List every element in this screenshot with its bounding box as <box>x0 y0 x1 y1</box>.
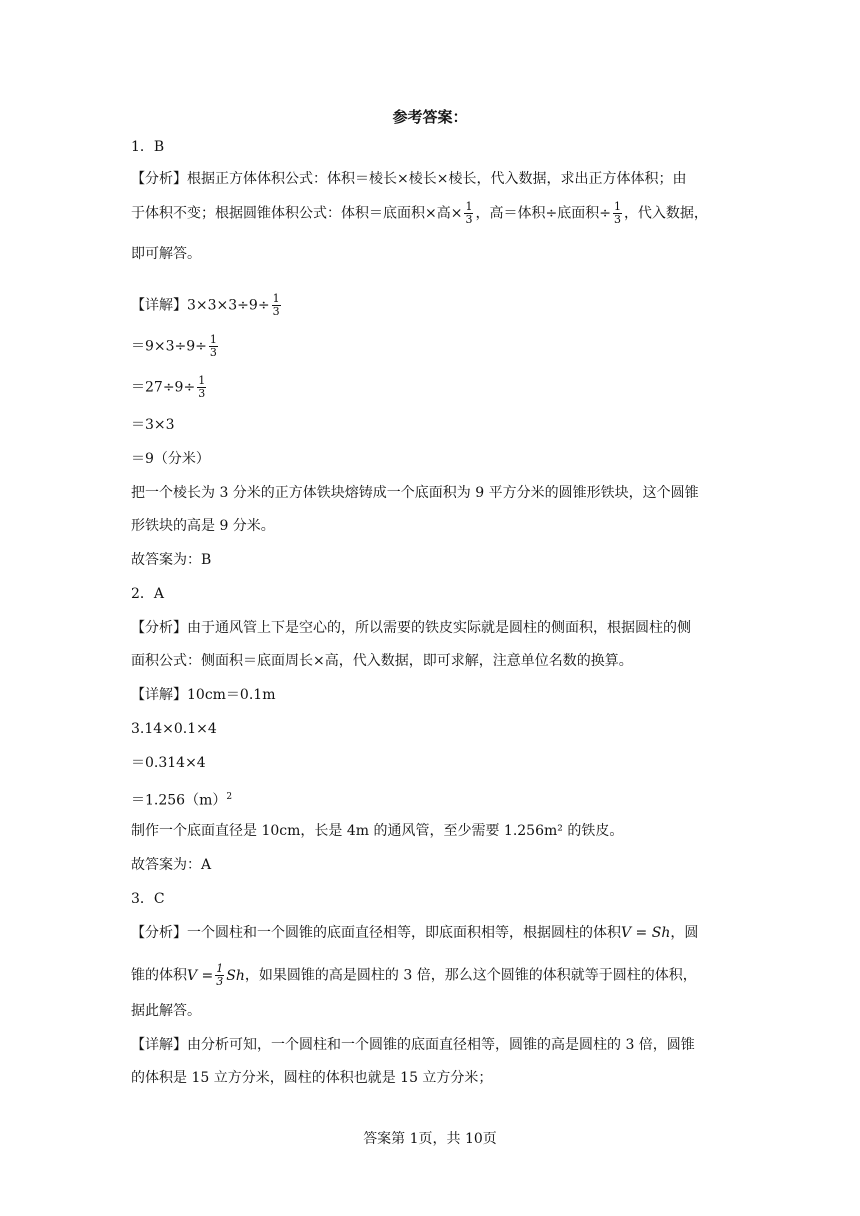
cylinder-volume-formula: V = Sh <box>621 925 671 941</box>
fraction-one-third: $\frac{1}{3}$ <box>613 200 621 226</box>
q1-analysis-line1: 【分析】根据正方体体积公式：体积＝棱长×棱长×棱长，代入数据，求出正方体体积；由 <box>131 171 687 187</box>
q1-answer: 故答案为：B <box>131 552 212 568</box>
q1-analysis-line2: 于体积不变；根据圆锥体积公式：体积＝底面积×高× $\frac{1}{3}$ ，高＝体积÷底面积÷ $\frac{1}{3}$ ，代入数据， <box>131 200 708 226</box>
q3-analysis-line3: 据此解答。 <box>131 1003 201 1019</box>
q2-step1: 3.14×0.1×4 <box>131 721 217 737</box>
page-footer: 答案第 1页，共 10页 <box>363 1131 497 1147</box>
q2-answer: 故答案为：A <box>131 857 212 873</box>
q1-detail-line1: 【详解】3×3×3÷9÷ $\frac{1}{3}$ <box>131 292 280 318</box>
q2-detail-line1: 【详解】10cm＝0.1m <box>131 687 276 703</box>
fraction-one-third: $\frac{1}{3}$ <box>272 292 280 318</box>
q1-conclusion-line1: 把一个棱长为 3 分米的正方体铁块熔铸成一个底面积为 9 平方分米的圆锥形铁块，这个圆锥 <box>131 485 699 501</box>
page-title: 参考答案： <box>392 108 468 126</box>
q2-analysis-line1: 【分析】由于通风管上下是空心的，所以需要的铁皮实际就是圆柱的侧面积，根据圆柱的侧 <box>131 620 691 636</box>
fraction-one-third: $\frac{1}{3}$ <box>198 374 206 400</box>
q3-analysis-line1: 【分析】一个圆柱和一个圆锥的底面直径相等，即底面积相等，根据圆柱的体积V = Sh，圆 <box>131 925 699 941</box>
q3-detail-line1: 【详解】由分析可知，一个圆柱和一个圆锥的底面直径相等，圆锥的高是圆柱的 3 倍，圆锥 <box>131 1037 695 1053</box>
q2-conclusion: 制作一个底面直径是 10cm，长是 4m 的通风管，至少需要 1.256m² 的铁皮。 <box>131 823 624 839</box>
q1-step4: ＝9（分米） <box>131 451 210 467</box>
q1-step3: ＝3×3 <box>131 417 175 433</box>
fraction-one-third: $\frac{1}{3}$ <box>209 333 217 359</box>
q3-analysis-line2: 锥的体积V = $\frac{1}{3}$ Sh，如果圆锥的高是圆柱的 3 倍，那么这个圆锥的体积就等于圆柱的体积， <box>131 962 697 988</box>
q2-step3: $=1.256(m)^2$ <box>131 792 233 809</box>
q1-analysis-line3: 即可解答。 <box>131 246 201 262</box>
q3-detail-line2: 的体积是 15 立方分米，圆柱的体积也就是 15 立方分米； <box>131 1070 493 1086</box>
q3-label: 3．C <box>131 891 165 907</box>
q2-step2: ＝0.314×4 <box>131 755 206 771</box>
q2-label: 2．A <box>131 586 165 602</box>
q1-label: 1．B <box>131 139 165 155</box>
cone-volume-formula: V = $\frac{1}{3}$ Sh <box>187 962 245 988</box>
fraction-one-third: $\frac{1}{3}$ <box>216 962 224 988</box>
q1-conclusion-line2: 形铁块的高是 9 分米。 <box>131 518 275 534</box>
q2-analysis-line2: 面积公式：侧面积＝底面周长×高，代入数据，即可求解，注意单位名数的换算。 <box>131 653 633 669</box>
fraction-one-third: $\frac{1}{3}$ <box>465 200 473 226</box>
q1-step2: ＝27÷9÷ $\frac{1}{3}$ <box>131 374 206 400</box>
q1-step1: ＝9×3÷9÷ $\frac{1}{3}$ <box>131 333 217 359</box>
